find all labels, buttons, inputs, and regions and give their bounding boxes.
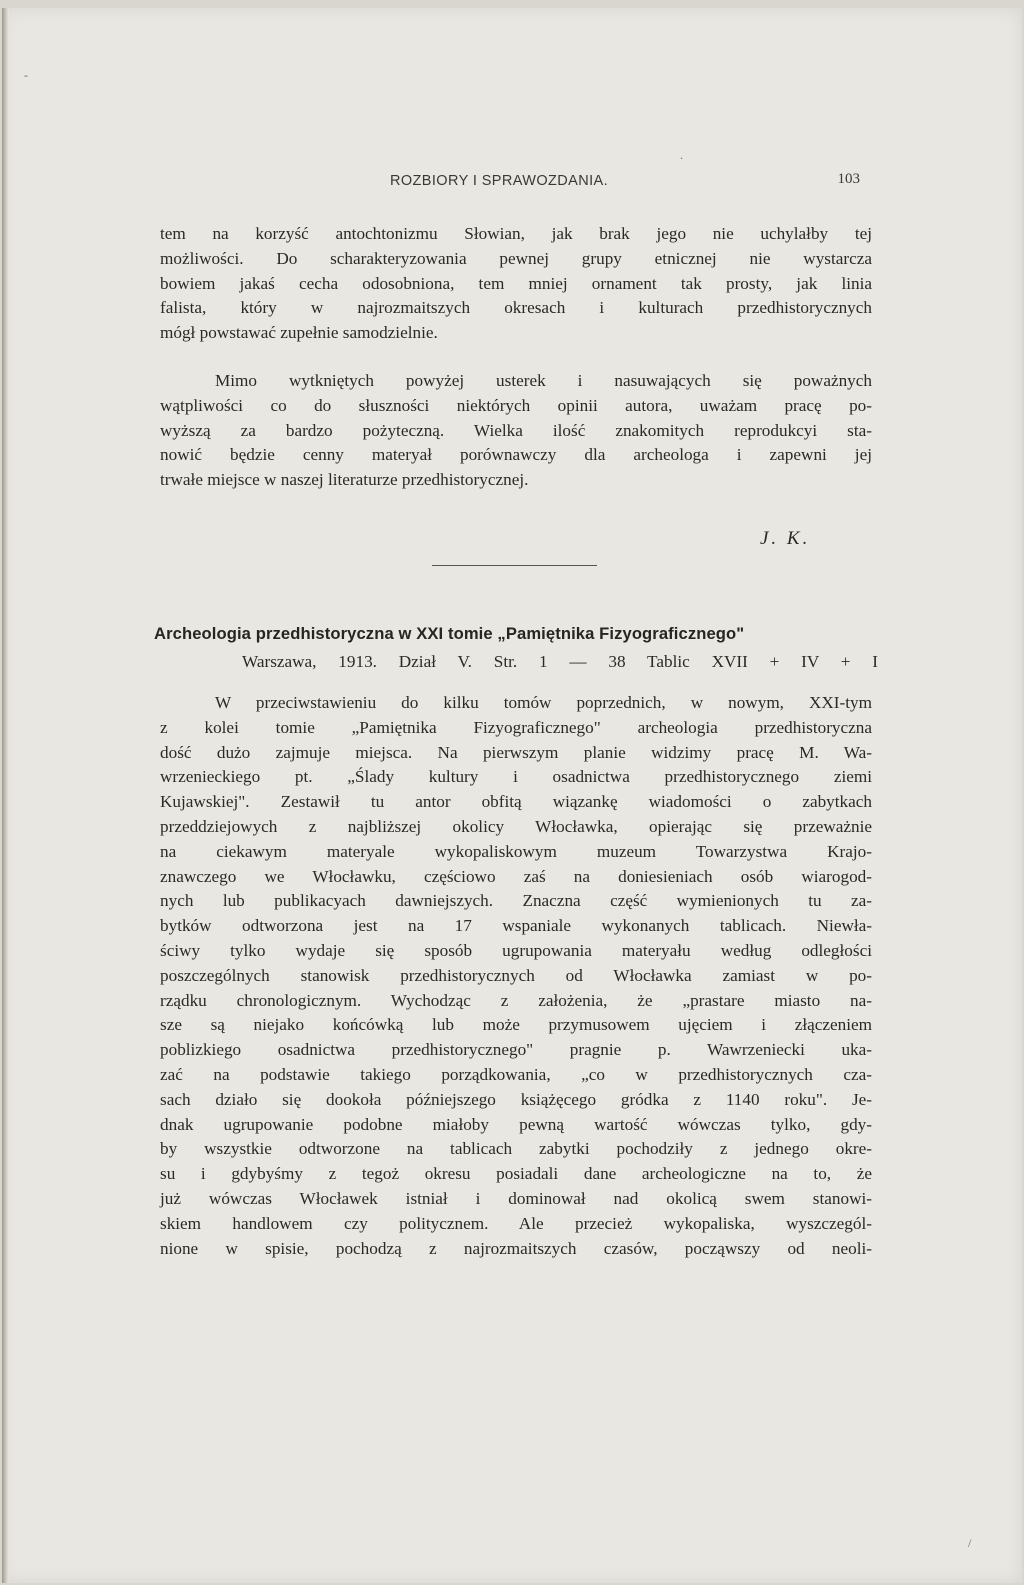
margin-speck: . xyxy=(680,148,683,162)
text-line: znawczego we Włocławku, częściowo zaś na doniesieniach osób wiarogod- xyxy=(160,866,872,886)
document-page xyxy=(2,8,1022,1583)
text-line: już wówczas Włocławek istniał i dominował nad okolicą swem stanowi- xyxy=(160,1188,872,1208)
text-line: na ciekawym materyale wykopaliskowym muzeum Towarzystwa Krajo- xyxy=(160,841,872,861)
text-line: bowiem jakaś cecha odosobniona, tem mniej ornament tak prosty, jak linia xyxy=(160,273,872,293)
text-line: przeddziejowych z najbliższej okolicy Włocławka, opierając się przeważnie xyxy=(160,816,872,836)
paragraph-continuation xyxy=(160,222,872,346)
section-divider xyxy=(432,565,597,566)
margin-speck: / xyxy=(968,1536,972,1550)
review-title: Archeologia przedhistoryczna w XXI tomie „Pamiętnika Fizyograficznego" xyxy=(154,624,745,643)
text-line: tem na korzyść antochtonizmu Słowian, jak brak jego nie uchylałby tej xyxy=(160,224,872,243)
page-spine-shadow xyxy=(2,8,9,1583)
text-line: poblizkiego osadnictwa przedhistorycznego" pragnie p. Wawrzeniecki uka- xyxy=(160,1040,872,1060)
page-number: 103 xyxy=(837,171,860,187)
author-signature: J. K. xyxy=(760,528,811,549)
text-line: by wszystkie odtworzone na tablicach zabytki pochodziły z jednego okre- xyxy=(160,1139,872,1159)
text-line: mógł powstawać zupełnie samodzielnie. xyxy=(160,323,438,343)
text-line: wrzenieckiego pt. „Ślady kultury i osadnictwa przedhistorycznego ziemi xyxy=(160,767,872,787)
review-body xyxy=(160,691,872,1261)
text-line: nione w spisie, pochodzą z najrozmaitszych czasów, począwszy od neoli- xyxy=(160,1238,872,1258)
text-line: bytków odtworzona jest na 17 wspaniale wykonanych tablicach. Niewła- xyxy=(160,916,872,936)
text-line: sze są niejako końcówką lub może przymusowem ujęciem i złączeniem xyxy=(160,1015,872,1035)
text-line: dnak ugrupowanie podobne miałoby pewną wartość wówczas tylko, gdy- xyxy=(160,1114,872,1134)
text-line: Mimo wytkniętych powyżej usterek i nasuwających się poważnych xyxy=(215,371,872,390)
text-line: Kujawskiej". Zestawił tu antor obfitą wiązankę wiadomości o zabytkach xyxy=(160,792,872,812)
text-line: poszczególnych stanowisk przedhistorycznych od Włocławka zamiast w po- xyxy=(160,965,872,985)
text-line: nowić będzie cenny materyał porównawczy dla archeologa i zapewni jej xyxy=(160,445,872,465)
text-line: dość dużo zajmuje miejsca. Na pierwszym planie widzimy pracę M. Wa- xyxy=(160,742,872,762)
review-subtitle: Warszawa, 1913. Dział V. Str. 1 — 38 Tablic XVII + IV + I xyxy=(242,652,878,671)
running-head: ROZBIORY I SPRAWOZDANIA. xyxy=(390,173,609,189)
text-line: sach działo się dookoła późniejszego książęcego gródka z 1140 roku". Je- xyxy=(160,1089,872,1109)
text-line: skiem handlowem czy politycznem. Ale przecież wykopaliska, wyszczegól- xyxy=(160,1213,872,1233)
text-line: su i gdybyśmy z tegoż okresu posiadali dane archeologiczne na to, że xyxy=(160,1164,872,1184)
page-header xyxy=(160,173,872,197)
paragraph-conclusion xyxy=(160,369,872,493)
text-line: wątpliwości co do słuszności niektórych opinii autora, uważam pracę po- xyxy=(160,395,872,415)
text-line: rządku chronologicznym. Wychodząc z założenia, że „prastare miasto na- xyxy=(160,990,872,1010)
text-line: W przeciwstawieniu do kilku tomów poprzednich, w nowym, XXI-tym xyxy=(215,693,872,712)
margin-speck: - xyxy=(24,68,28,82)
text-line: trwałe miejsce w naszej literaturze przedhistorycznej. xyxy=(160,470,529,490)
text-line: nych lub publikacyach dawniejszych. Znaczna część wymienionych tu za- xyxy=(160,891,872,911)
text-line: możliwości. Do scharakteryzowania pewnej grupy etnicznej nie wystarcza xyxy=(160,248,872,268)
text-line: ściwy tylko wydaje się sposób ugrupowania materyału według odległości xyxy=(160,940,872,960)
text-line: falista, który w najrozmaitszych okresach i kulturach przedhistorycznych xyxy=(160,298,872,318)
text-line: z kolei tomie „Pamiętnika Fizyograficznego" archeologia przedhistoryczna xyxy=(160,717,872,737)
text-line: wyższą za bardzo pożyteczną. Wielka ilość znakomitych reprodukcyi sta- xyxy=(160,420,872,440)
text-line: zać na podstawie takiego porządkowania, „co w przedhistorycznych cza- xyxy=(160,1064,872,1084)
